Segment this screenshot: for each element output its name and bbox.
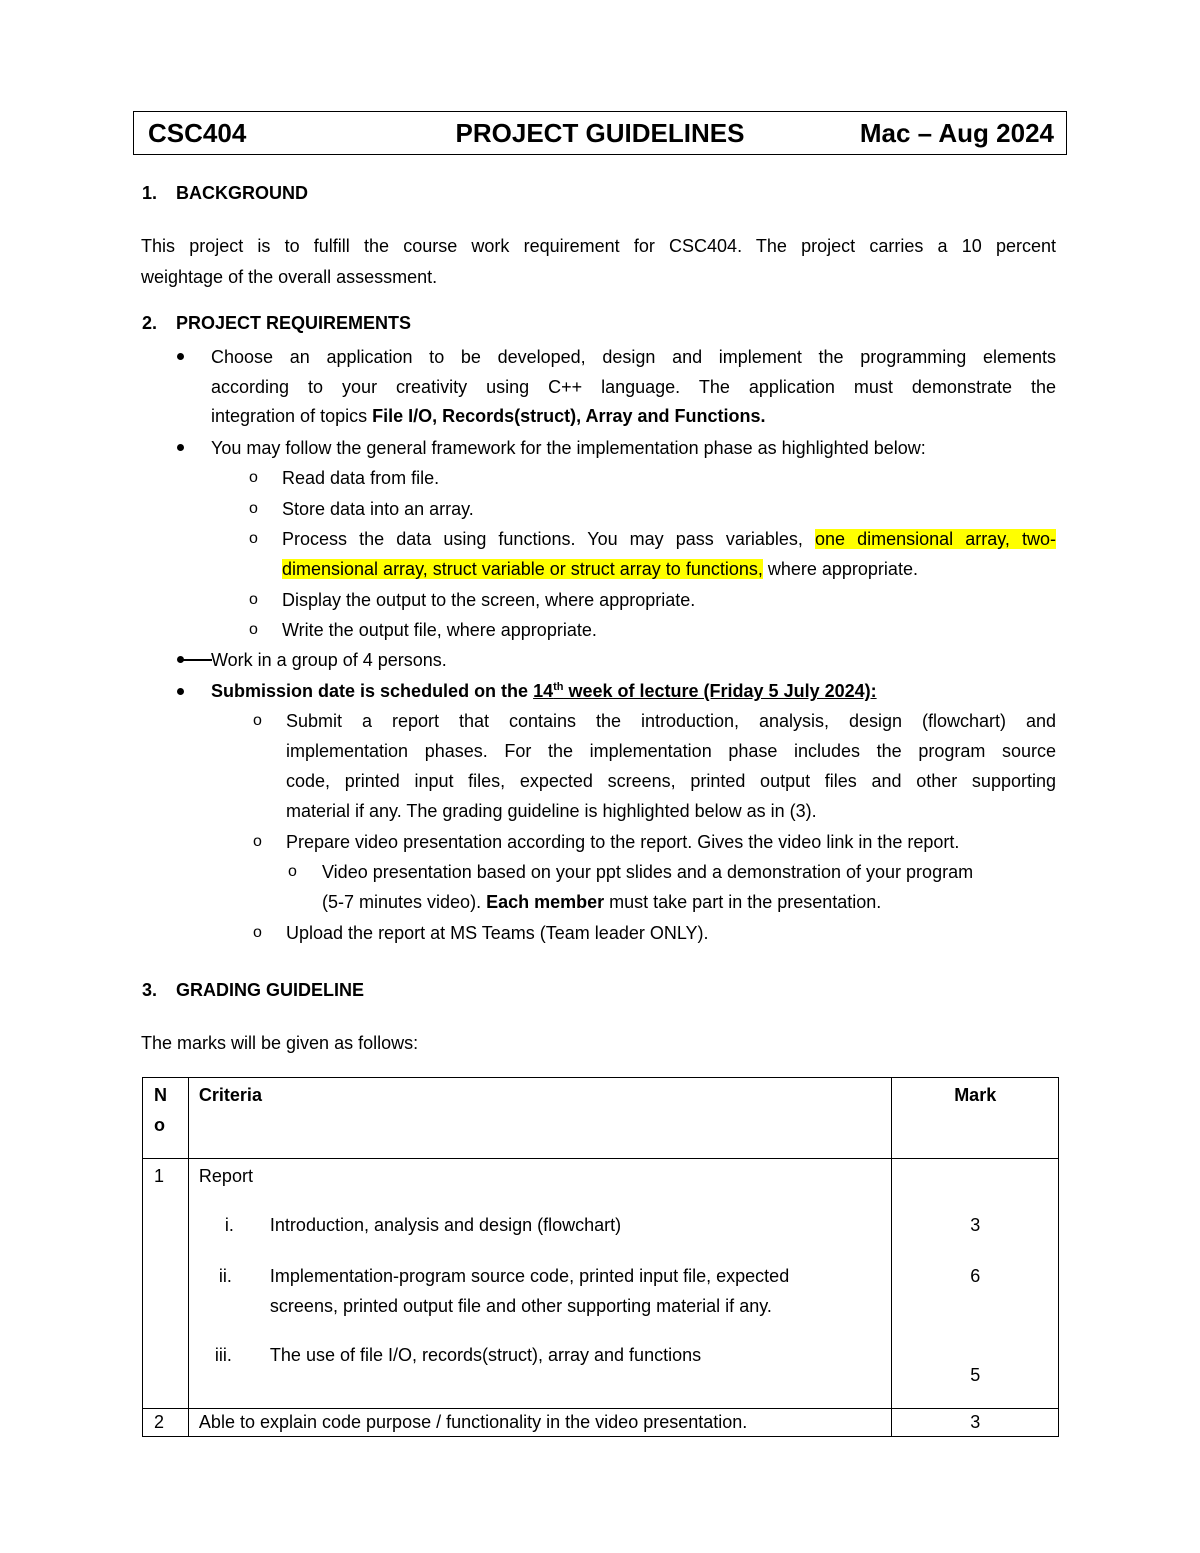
table-header-row bbox=[143, 1078, 1059, 1159]
sub-bullet-icon: o bbox=[249, 530, 258, 547]
header-cell-criteria: Criteria bbox=[188, 1078, 892, 1159]
mark-value: 6 bbox=[970, 1266, 981, 1286]
video-presentation: Prepare video presentation according to the report. Gives the video link in the report. bbox=[286, 832, 960, 852]
video-detail-line-2: (5-7 minutes video). Each member must take part in the presentation. bbox=[322, 892, 882, 912]
mark-value: 5 bbox=[970, 1365, 981, 1385]
mark-value: 3 bbox=[970, 1412, 981, 1432]
mark-value: 3 bbox=[970, 1215, 981, 1235]
row-criteria-cell: Able to explain code purpose / functionality in the video presentation. bbox=[188, 1409, 892, 1437]
sub-bullet-icon: o bbox=[253, 712, 262, 729]
req-bullet-1-line-2: according to your creativity using C++ language. The application must demonstrate the bbox=[211, 377, 1056, 397]
session-label: Mac – Aug 2024 bbox=[859, 118, 1054, 148]
sub-bullet-icon: o bbox=[253, 833, 262, 850]
highlighted-text: dimensional array, struct variable or struct array to functions, bbox=[282, 559, 763, 579]
report-line-1: Submit a report that contains the introduction, analysis, design (flowchart) and bbox=[286, 711, 1056, 731]
report-line-3: code, printed input files, expected screens, printed output files and other supporting bbox=[286, 771, 1056, 791]
sub-bullet-icon: o bbox=[249, 469, 258, 486]
step-process-data-line-1: Process the data using functions. You may pass variables, one dimensional array, two- bbox=[282, 529, 1056, 549]
step-process-data-line-2: dimensional array, struct variable or struct array to functions, where appropriate. bbox=[282, 559, 918, 579]
upload-report: Upload the report at MS Teams (Team leader ONLY). bbox=[286, 923, 709, 943]
row-criteria-cell: Report i. Introduction, analysis and design (flowchart) ii. Implementation-program source code, printed input file, expected screens, printed output file and other supporting material if any. iii. The use of file I/O, records(struct), array and functions bbox=[188, 1159, 892, 1409]
row-mark-cell bbox=[892, 1409, 1059, 1437]
table-row bbox=[143, 1409, 1059, 1437]
report-line-2: implementation phases. For the implementation phase includes the program source bbox=[286, 741, 1056, 761]
row-mark-cell bbox=[892, 1159, 1059, 1409]
section-heading-background: 1. BACKGROUND bbox=[142, 183, 308, 203]
req-bullet-1-line-3: integration of topics File I/O, Records(struct), Array and Functions. bbox=[211, 406, 766, 426]
table-row bbox=[143, 1159, 1059, 1409]
step-display-output: Display the output to the screen, where appropriate. bbox=[282, 590, 696, 610]
document-title: PROJECT GUIDELINES bbox=[455, 118, 745, 148]
bullet-icon bbox=[177, 444, 184, 451]
bullet-icon bbox=[177, 353, 184, 360]
criteria-item: The use of file I/O, records(struct), array and functions bbox=[269, 1345, 702, 1365]
background-text-line-1: This project is to fulfill the course work requirement for CSC404. The project carries a 10 percent bbox=[141, 236, 1056, 256]
criteria-item: screens, printed output file and other supporting material if any. bbox=[269, 1296, 772, 1316]
criteria-item: Introduction, analysis and design (flowchart) bbox=[269, 1215, 622, 1235]
criteria-item: Implementation-program source code, printed input file, expected bbox=[269, 1266, 790, 1286]
topics-emphasis: File I/O, Records(struct), Array and Functions bbox=[372, 406, 761, 426]
section-heading-requirements: 2. PROJECT REQUIREMENTS bbox=[142, 313, 412, 333]
bullet-connector-line bbox=[180, 659, 212, 661]
bullet-icon bbox=[177, 688, 184, 695]
course-code: CSC404 bbox=[148, 118, 247, 148]
document-header bbox=[133, 111, 1067, 155]
sub-bullet-icon: o bbox=[249, 500, 258, 517]
highlighted-text: one dimensional array, two- bbox=[814, 529, 1056, 549]
row-number-cell: 1 bbox=[143, 1159, 189, 1409]
header-cell-no: N o bbox=[143, 1078, 189, 1159]
row-number-cell: 2 bbox=[143, 1409, 189, 1437]
report-title: Report bbox=[198, 1166, 253, 1186]
sub-bullet-icon: o bbox=[288, 863, 297, 880]
grading-table bbox=[142, 1077, 1059, 1437]
grading-intro: The marks will be given as follows: bbox=[141, 1033, 419, 1053]
section-heading-grading: 3. GRADING GUIDELINE bbox=[142, 980, 365, 1000]
req-bullet-2: You may follow the general framework for the implementation phase as highlighted below: bbox=[211, 438, 926, 458]
step-write-output: Write the output file, where appropriate. bbox=[282, 620, 597, 640]
step-store-data: Store data into an array. bbox=[282, 499, 474, 519]
background-text-line-2: weightage of the overall assessment. bbox=[141, 267, 438, 287]
req-bullet-3: Work in a group of 4 persons. bbox=[211, 650, 447, 670]
sub-bullet-icon: o bbox=[253, 924, 262, 941]
submission-date: Submission date is scheduled on the 14th week of lecture (Friday 5 July 2024): bbox=[211, 681, 877, 701]
header-cell-mark: Mark bbox=[892, 1078, 1059, 1159]
sub-bullet-icon: o bbox=[249, 621, 258, 638]
video-detail-line-1: Video presentation based on your ppt slides and a demonstration of your program bbox=[322, 862, 974, 882]
sub-bullet-icon: o bbox=[249, 591, 258, 608]
report-line-4: material if any. The grading guideline is highlighted below as in (3). bbox=[286, 801, 817, 821]
req-bullet-1-line-1: Choose an application to be developed, design and implement the programming elements bbox=[211, 347, 1056, 367]
step-read-data: Read data from file. bbox=[282, 468, 440, 488]
